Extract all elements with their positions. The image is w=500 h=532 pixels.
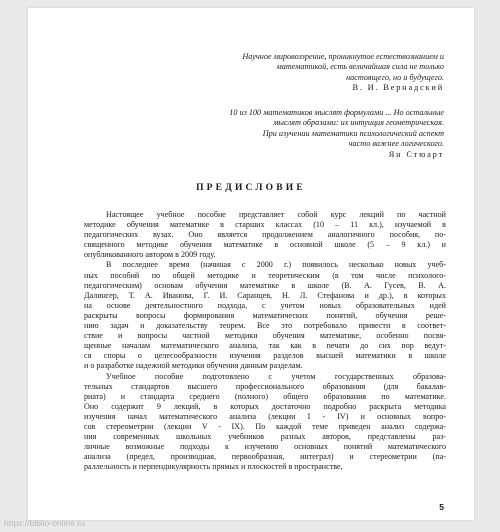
- epigraph-vernadsky: [242, 52, 444, 94]
- book-page: [28, 8, 474, 520]
- text-line: педагогическим) основам обучения математике в школе (В. А. Гусев, В. А.: [84, 280, 446, 290]
- text-line: священного методике обучения математике в основной школе (5 – 9 кл.) и: [84, 240, 446, 250]
- text-line: раллельность и перпендикулярность прямых и плоскостей в пространстве,: [84, 462, 343, 472]
- text-line: Далингер, Т. А. Иванова, Г. И. Саранцев, Н. Л. Стефанова и др.), в которых: [84, 290, 446, 300]
- paragraph: [84, 210, 446, 260]
- text-line: сов стереометрии (лекции V - IX). По каждой теме приведен анализ содержа-: [84, 421, 446, 431]
- text-line: раскрыты вопросы формирования математических понятий, обучения решe-: [84, 310, 446, 320]
- epigraph-stewart: [229, 108, 444, 160]
- epigraph-line: часто важнее логического.: [348, 139, 444, 149]
- text-line: нию задач и доказательству теорем. Все это потребовало привести в соответ-: [84, 321, 446, 331]
- text-line: ствие и вопросы частной методики обучения математике, особенно посвя-: [84, 331, 446, 341]
- epigraph-line: Научное мировоззрение, проникнутое естествознанием и: [242, 52, 444, 61]
- text-line: Учебное пособие подготовлено с учетом государственных образова-: [106, 371, 446, 381]
- epigraph-line: мыслят образами: их интуиция геометрическая.: [273, 118, 444, 128]
- text-line: щенные началам математического анализа, так как в печати до сих пор ведут-: [84, 341, 446, 351]
- text-line: методике обучения математике в старших классах (10 – 11 кл.), изучаемой в: [84, 220, 446, 230]
- epigraph-line: математикой, есть величайшая сила не только: [276, 62, 444, 72]
- watermark-url: https://biblio-online.ru: [4, 518, 85, 528]
- text-line: педагогических вузах. Оно является продолжением аналогичного пособия, по-: [84, 230, 446, 240]
- text-line: Настоящее учебное пособие представляет собой курс лекций по частной: [106, 210, 446, 219]
- text-line: В последнее время (начиная с 2000 г.) появилось несколько новых учеб-: [106, 260, 446, 270]
- paragraph: [84, 372, 446, 473]
- body-text: [84, 210, 446, 472]
- epigraph-author: Ян Стюарт: [388, 149, 444, 159]
- epigraph-line: При изучении математики психологический аспект: [262, 128, 444, 138]
- paragraph: [84, 260, 446, 371]
- text-line: опубликованного автором в 2009 году.: [84, 250, 216, 260]
- section-heading: ПРЕДИСЛОВИЕ: [196, 183, 306, 193]
- epigraph-author: В. И. Вернадский: [352, 83, 444, 93]
- text-line: тельных стандартов высшего профессионального образования (для бакалав-: [84, 381, 446, 391]
- text-line: риата) и стандарта среднего (полного) общего образования по математике.: [84, 391, 446, 401]
- text-line: на основе деятельностного подхода, с учетом новых образовательных идей: [84, 300, 446, 310]
- epigraph-line: настоящего, но и будущего.: [346, 72, 444, 82]
- epigraph-line: 10 из 100 математиков мыслят формулами ... Но остальные: [229, 108, 444, 117]
- text-line: и о разработке надежной методики обучения данным разделам.: [84, 361, 303, 371]
- page-number: 5: [439, 502, 444, 512]
- text-line: изучения начал математического анализа (лекции I - IV) и основных вопро-: [84, 411, 446, 421]
- text-line: ния современных школьных учебников разных авторов, представлены раз-: [84, 432, 446, 442]
- text-line: личные возможные подходы к изучению основных понятий математического: [84, 442, 446, 452]
- text-line: ся споры о целесообразности изучения разделов высшей математики в школе: [84, 351, 446, 361]
- text-line: Оно содержит 9 лекций, в которых достаточно подробно раскрыта методика: [84, 401, 446, 411]
- text-line: анализа (предел, производная, первообразная, интеграл) и стереометрии (па-: [84, 452, 446, 462]
- text-line: ных пособий по общей методике и теоретическим (в том числе психолого-: [84, 270, 446, 280]
